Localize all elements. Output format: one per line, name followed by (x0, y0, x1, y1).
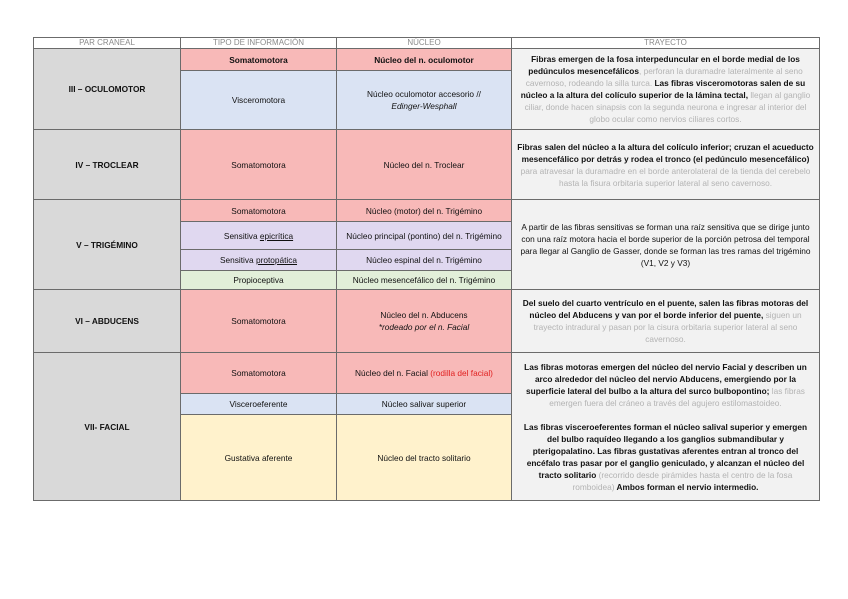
header-row (34, 38, 820, 49)
par-iii: III – OCULOMOTOR (34, 49, 181, 130)
trayecto-vi (512, 290, 820, 353)
trayecto-iv (512, 130, 820, 200)
table-row (34, 290, 820, 353)
tray-text: llegan al ganglio ciliar, donde hacen sinapsis con la segunda neurona e ingresar al interior del globo ocular como nervios ciliares cortos. (524, 90, 811, 124)
tipo-cell: Propioceptiva (181, 271, 337, 290)
header-trayecto: TRAYECTO (512, 38, 820, 49)
tray-text: Fibras salen del núcleo a la altura del colículo inferior; cruzan el acueducto mesencefálico por detrás y rodea el tronco (el pedúnculo mesencefálico) (517, 141, 814, 164)
nucleo-text: Núcleo oculomotor accesorio // (367, 89, 481, 99)
tipo-cell: Gustativa aferente (181, 415, 337, 501)
nucleo-cell: Núcleo espinal del n. Trigémino (337, 250, 512, 271)
tipo-cell: Somatomotora (181, 353, 337, 394)
tipo-text: epicrítica (259, 230, 294, 241)
nucleo-cell: Núcleo (motor) del n. Trigémino (337, 200, 512, 222)
nucleo-text: (rodilla del facial) (430, 368, 493, 378)
tipo-cell (181, 250, 337, 271)
table-row (34, 200, 820, 222)
trayecto-iii (512, 49, 820, 130)
table-row (34, 49, 820, 71)
tray-text: Las fibras motoras emergen del núcleo del nervio Facial y describen un arco alrededor del núcleo del nervio Abducens, emergiendo por la superficie lateral del bulbo a la altura del surco bulbopontino; (524, 361, 807, 396)
nucleo-cell: Núcleo del n. oculomotor (337, 49, 512, 71)
tipo-cell: Somatomotora (181, 200, 337, 222)
nucleo-cell (337, 290, 512, 353)
nucleo-cell: Núcleo mesencefálico del n. Trigémino (337, 271, 512, 290)
nucleo-text: Edinger-Wesphall (391, 101, 457, 111)
tipo-cell (181, 222, 337, 250)
par-v: V – TRIGÉMINO (34, 200, 181, 290)
tipo-cell: Somatomotora (181, 130, 337, 200)
tipo-cell: Visceroeferente (181, 394, 337, 415)
nucleo-text: *rodeado por el n. Facial (378, 322, 470, 332)
header-par: PAR CRANEAL (34, 38, 181, 49)
cranial-nerves-table (33, 37, 820, 501)
trayecto-vii (512, 353, 820, 501)
par-vii: VII- FACIAL (34, 353, 181, 501)
table-row (34, 353, 820, 394)
nucleo-cell (337, 353, 512, 394)
tray-text: Ambos forman el nervio intermedio. (614, 481, 759, 492)
tipo-text: Sensitiva (223, 230, 260, 241)
tray-text: (recorrido desde pirámides hasta el centro de la fosa romboidea) (572, 469, 793, 492)
tray-text: las fibras emergen fuera del cráneo a través del agujero estilomastoideo. (549, 385, 805, 408)
par-iv: IV – TROCLEAR (34, 130, 181, 200)
tray-text: Del suelo del cuarto ventrículo en el puente, salen las fibras motoras del núcleo del Abducens y van por el borde inferior del puente, (522, 298, 809, 320)
table-row (34, 130, 820, 200)
tray-text: Las fibras visceroeferentes forman el núcleo salival superior y emergen del bulbo raquídeo llegando a los ganglios submandibular y pterigopalatino. Las fibras gustativas aferentes entran al tronco del encéfalo tras pasar por el ganglio geniculado, y alcanzan el núcleo del tracto solitario (523, 421, 808, 480)
tipo-cell: Somatomotora (181, 49, 337, 71)
nucleo-cell: Núcleo salivar superior (337, 394, 512, 415)
tipo-text: protopática (255, 255, 298, 265)
nucleo-text: Núcleo del n. Facial (355, 368, 431, 378)
nucleo-cell (337, 71, 512, 130)
nucleo-cell: Núcleo del n. Troclear (337, 130, 512, 200)
par-vi: VI – ABDUCENS (34, 290, 181, 353)
tipo-cell: Somatomotora (181, 290, 337, 353)
tipo-cell: Visceromotora (181, 71, 337, 130)
tray-text: , perforan la duramadre lateralmente al seno cavernoso, rodeando la silla turca. (525, 66, 803, 88)
trayecto-v: A partir de las fibras sensitivas se forman una raíz sensitiva que se dirige junto con una raíz motora hacia el borde superior de la porción petrosa del temporal para llegar al Ganglio de Gasser, donde se forman las tres ramas del trigémino (V1, V2 y V3) (512, 200, 820, 290)
nucleo-cell: Núcleo principal (pontino) del n. Trigémino (337, 222, 512, 250)
tipo-text: Sensitiva (219, 255, 256, 265)
tray-text: siguen un trayecto intradural y pasan por la cisura orbitaria superior lateral al seno cavernoso. (533, 310, 802, 344)
header-tipo: TIPO DE INFORMACIÓN (181, 38, 337, 49)
tray-text: Fibras emergen de la fosa interpeduncular en el borde medial de los pedúnculos mesencefálicos (528, 54, 800, 76)
tray-text: Las fibras visceromotoras salen de su núcleo a la altura del colículo superior de la lámina tectal, (520, 78, 806, 100)
nucleo-text: Núcleo del n. Abducens (380, 310, 468, 320)
nucleo-cell: Núcleo del tracto solitario (337, 415, 512, 501)
tray-text: para atravesar la duramadre en el borde anterolateral de la tienda del cerebelo hasta la fisura orbitaria superior lateral al seno cavernoso. (520, 165, 811, 188)
header-nucleo: NÚCLEO (337, 38, 512, 49)
